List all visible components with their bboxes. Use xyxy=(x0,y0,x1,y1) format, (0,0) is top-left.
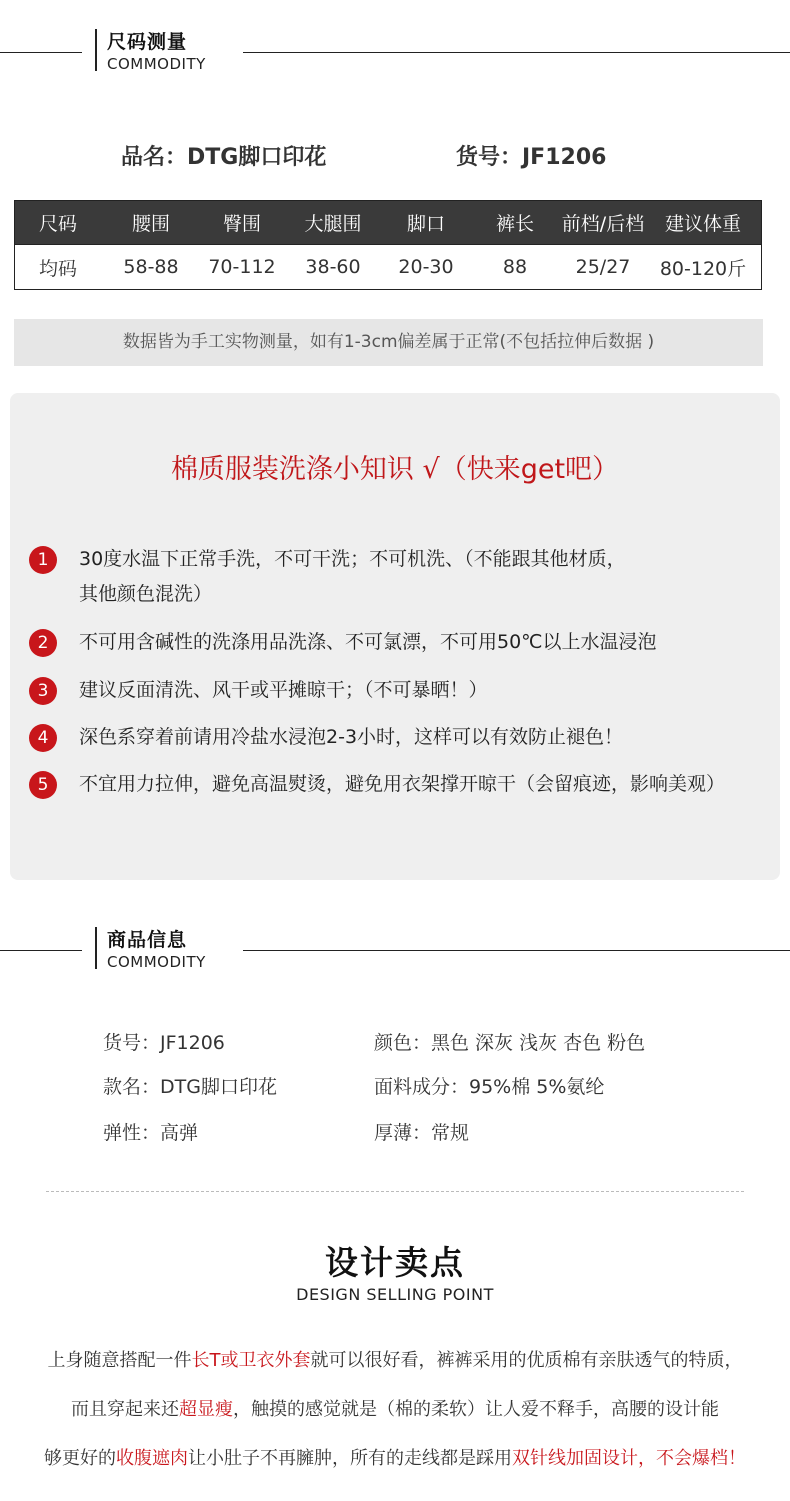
table-cell: 25/27 xyxy=(575,256,631,278)
highlight-text: 超显瘦 xyxy=(179,1399,233,1420)
highlight-text: 收腹遮肉 xyxy=(116,1448,188,1469)
design-paragraph-2 xyxy=(0,1395,790,1421)
divider-left xyxy=(0,950,82,951)
tip-number-badge: 2 xyxy=(29,629,57,657)
info-fabric: 面料成分：95%棉 5%氨纶 xyxy=(374,1076,605,1098)
tip-text: 深色系穿着前请用冷盐水浸泡2-3小时，这样可以有效防止褪色！ xyxy=(79,726,624,748)
text-span: 而且穿起来还 xyxy=(71,1399,179,1420)
info-style: 款名：DTG脚口印花 xyxy=(103,1076,277,1098)
tip-text: 不宜用力拉伸，避免高温熨烫，避免用衣架撑开晾干（会留痕迹，影响美观） xyxy=(79,773,726,795)
section-bar xyxy=(95,927,97,969)
section-title-size: 尺码测量 xyxy=(107,31,188,53)
tip-text: 建议反面清洗、风干或平摊晾干；（不可暴晒！） xyxy=(79,679,488,701)
tip-number-badge: 1 xyxy=(29,546,57,574)
info-elasticity: 弹性：高弹 xyxy=(103,1122,199,1144)
table-cell: 58-88 xyxy=(123,256,179,278)
tip-number-badge: 5 xyxy=(29,771,57,799)
product-sku: 货号：JF1206 xyxy=(456,145,607,170)
text-span: 上身随意搭配一件 xyxy=(47,1350,192,1371)
design-title: 设计卖点 xyxy=(325,1243,465,1282)
dashed-divider xyxy=(46,1191,744,1192)
info-sku: 货号：JF1206 xyxy=(103,1032,225,1054)
size-table xyxy=(14,200,762,290)
table-header-row xyxy=(15,201,761,244)
table-cell: 80-120斤 xyxy=(659,257,747,280)
text-span: 让小肚子不再臃肿，所有的走线都是踩用 xyxy=(188,1448,512,1469)
design-paragraph-3 xyxy=(0,1444,790,1470)
table-row xyxy=(15,244,761,289)
table-header: 尺码 xyxy=(38,213,77,235)
washing-tips-title: 棉质服装洗涤小知识 √（快来get吧） xyxy=(170,454,620,485)
table-cell: 均码 xyxy=(38,257,77,280)
design-subtitle: DESIGN SELLING POINT xyxy=(296,1285,494,1304)
tip-number-badge: 4 xyxy=(29,724,57,752)
text-span: 够更好的 xyxy=(44,1448,116,1469)
table-header: 大腿围 xyxy=(304,213,362,235)
text-span: ，触摸的感觉就是（棉的柔软）让人爱不释手，高腰的设计能 xyxy=(233,1399,719,1420)
highlight-text: 长T或卫衣外套 xyxy=(191,1350,311,1371)
tip-text xyxy=(79,542,769,612)
tip-line: 其他颜色混洗） xyxy=(79,583,213,605)
product-name: 品名：DTG脚口印花 xyxy=(121,145,327,170)
table-cell: 20-30 xyxy=(398,256,454,278)
section-subtitle-size: COMMODITY xyxy=(107,55,206,73)
table-cell: 88 xyxy=(502,256,528,278)
table-header: 臀围 xyxy=(222,213,261,235)
divider-right xyxy=(243,950,790,951)
info-thickness: 厚薄：常规 xyxy=(374,1122,470,1144)
table-header: 裤长 xyxy=(495,213,534,235)
table-header: 腰围 xyxy=(131,213,170,235)
divider-right xyxy=(243,52,790,53)
divider-left xyxy=(0,52,82,53)
tip-line: 30度水温下正常手洗，不可干洗；不可机洗、（不能跟其他材质， xyxy=(79,548,626,570)
tip-number-badge: 3 xyxy=(29,677,57,705)
tip-text: 不可用含碱性的洗涤用品洗涤、不可氯漂，不可用50℃以上水温浸泡 xyxy=(79,631,657,653)
info-color: 颜色：黑色 深灰 浅灰 杏色 粉色 xyxy=(374,1032,646,1054)
table-header: 脚口 xyxy=(406,213,445,235)
table-cell: 38-60 xyxy=(305,256,361,278)
text-span: 就可以很好看，裤裤采用的优质棉有亲肤透气的特质， xyxy=(310,1350,743,1371)
design-paragraph-1 xyxy=(0,1346,790,1372)
section-title-info: 商品信息 xyxy=(107,929,188,951)
section-bar xyxy=(95,29,97,71)
section-subtitle-info: COMMODITY xyxy=(107,953,206,971)
highlight-text: 双针线加固设计，不会爆档！ xyxy=(512,1448,746,1469)
table-header: 前档/后档 xyxy=(561,213,645,235)
measurement-note: 数据皆为手工实物测量，如有1-3cm偏差属于正常(不包括拉伸后数据 ) xyxy=(14,319,763,366)
table-header: 建议体重 xyxy=(664,213,741,235)
table-cell: 70-112 xyxy=(208,256,276,278)
